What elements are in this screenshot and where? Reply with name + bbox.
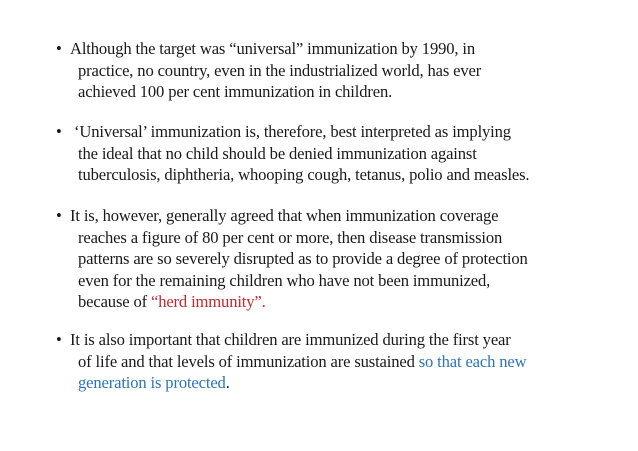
bullet-line: achieved 100 per cent immunization in children. — [78, 82, 393, 101]
bullet-text: It is, however, generally agreed that when immunization coverage — [70, 206, 499, 225]
bullet-line — [56, 38, 576, 60]
generation-protected-highlight: so that each new — [418, 351, 527, 371]
bullet-line — [56, 121, 576, 143]
bullet-line — [56, 372, 576, 394]
bullet-dot-icon: • — [56, 122, 62, 141]
bullet-text: It is also important that children are immunized during the first year — [70, 330, 511, 349]
bullet-line: practice, no country, even in the industrialized world, has ever — [78, 60, 482, 80]
bullet-line: tuberculosis, diphtheria, whooping cough, tetanus, polio and measles. — [78, 165, 530, 184]
bullet-universal-target — [56, 38, 576, 103]
bullet-line: even for the remaining children who have not been immunized, — [78, 270, 491, 290]
bullet-text: of life and that levels of immunization are sustained — [78, 351, 419, 371]
bullet-text: Although the target was “universal” immunization by 1990, in — [70, 39, 475, 58]
bullet-text: . — [225, 373, 230, 392]
herd-immunity-highlight: “herd immunity”. — [150, 292, 266, 311]
bullet-sustained-immunization — [56, 329, 576, 394]
generation-protected-highlight: generation is protected — [78, 373, 226, 392]
bullet-line: reaches a figure of 80 per cent or more, then disease transmission — [78, 227, 503, 247]
bullet-line — [56, 205, 576, 227]
bullet-dot-icon: • — [56, 330, 62, 349]
bullet-herd-immunity — [56, 205, 576, 313]
bullet-line — [56, 351, 576, 373]
bullet-dot-icon: • — [56, 39, 62, 58]
bullet-text: because of — [78, 292, 151, 311]
bullet-dot-icon: • — [56, 206, 62, 225]
bullet-line — [56, 329, 576, 351]
bullet-line — [56, 291, 576, 313]
bullet-line: the ideal that no child should be denied immunization against — [78, 143, 477, 163]
bullet-line: patterns are so severely disrupted as to provide a degree of protection — [78, 249, 528, 268]
bullet-universal-interpretation — [56, 121, 576, 186]
bullet-text: ‘Universal’ immunization is, therefore, best interpreted as implying — [70, 122, 511, 141]
